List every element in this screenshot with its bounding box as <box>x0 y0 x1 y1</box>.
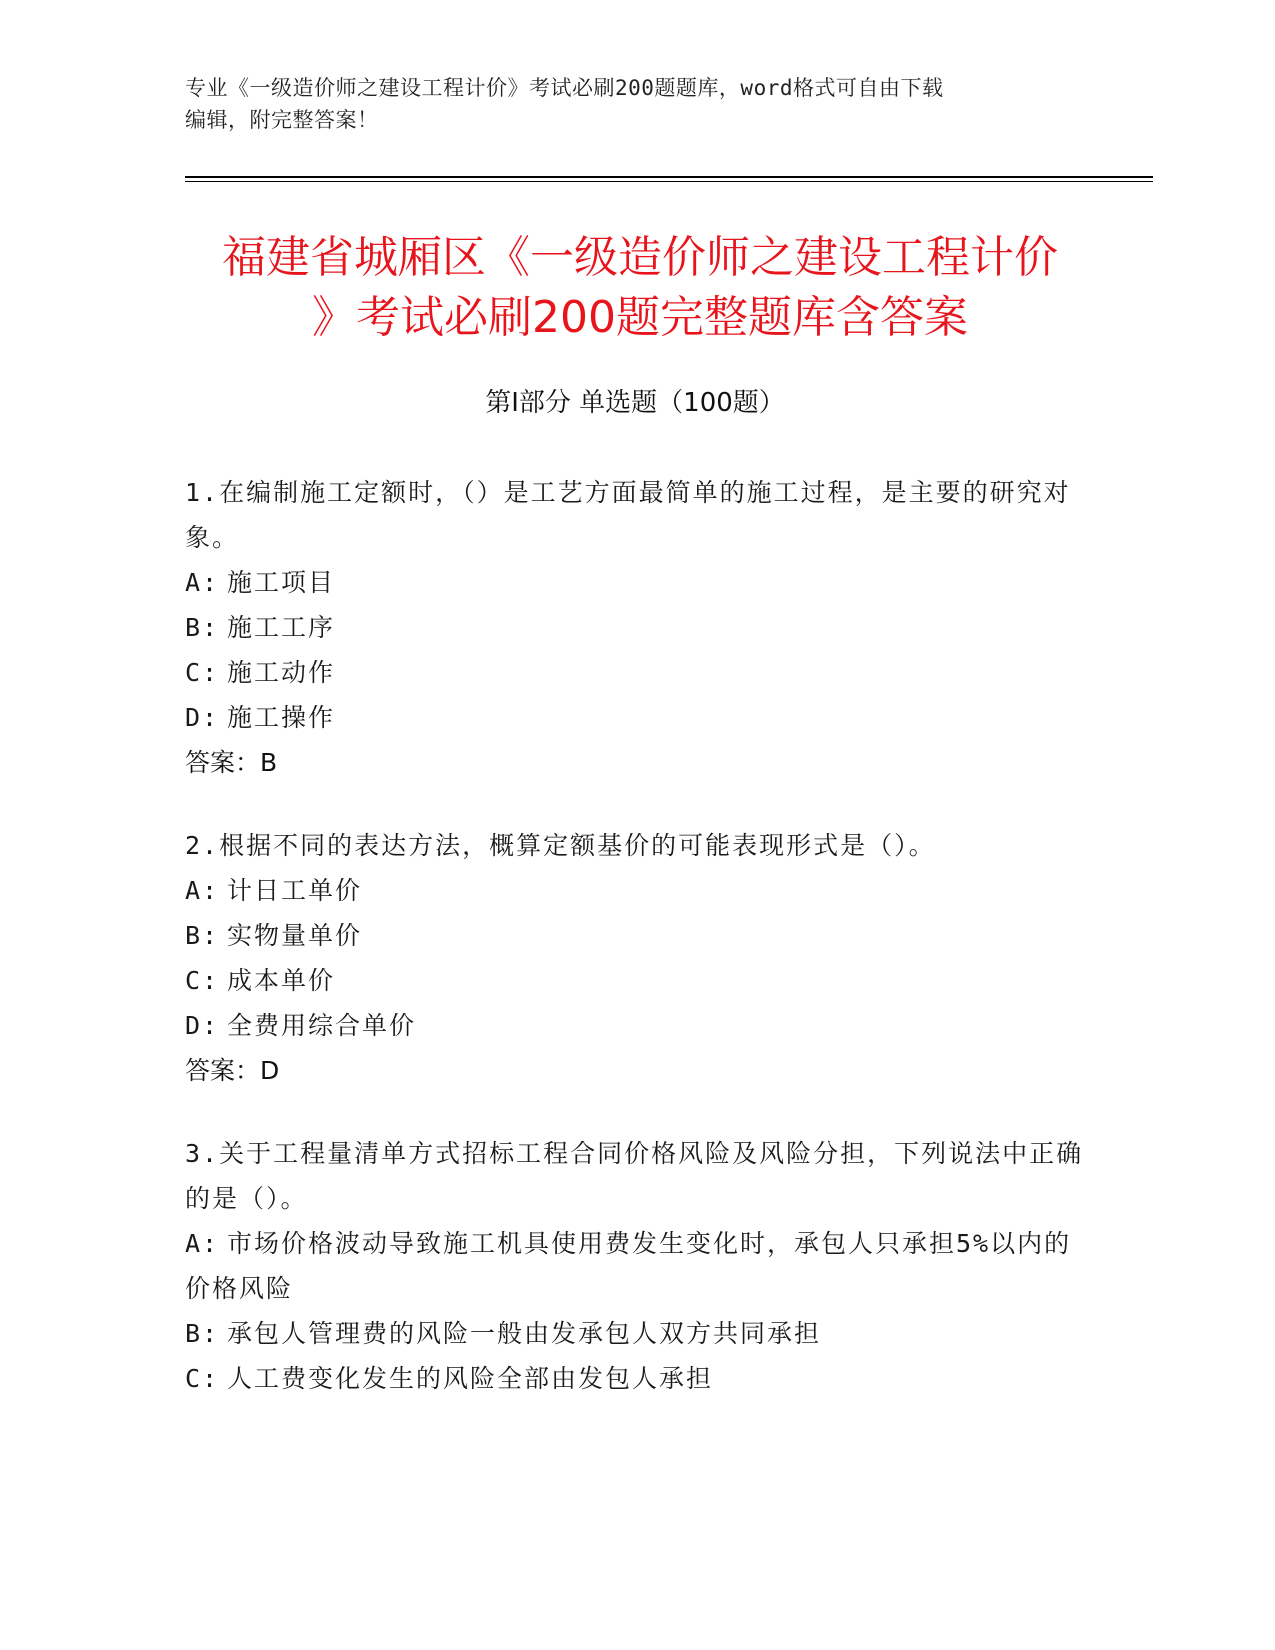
header-rule-thin <box>185 181 1153 182</box>
option-letter: C: <box>185 966 220 995</box>
question-option <box>185 560 1085 605</box>
header-note-line-2: 编辑，附完整答案！ <box>185 108 379 132</box>
question-text: 1.在编制施工定额时，（）是工艺方面最简单的施工过程，是主要的研究对象。 <box>185 478 1071 552</box>
question-item <box>185 1131 1085 1401</box>
option-text: 施工工序 <box>227 613 336 642</box>
option-letter: A: <box>185 1229 220 1258</box>
question-text: 2.根据不同的表达方法，概算定额基价的可能表现形式是（）。 <box>185 831 936 860</box>
question-option <box>185 1311 1085 1356</box>
option-text: 全费用综合单价 <box>227 1011 417 1040</box>
option-letter: B: <box>185 921 220 950</box>
document-title-line-2: 》考试必刷200题完整题库含答案 <box>312 292 968 343</box>
option-text: 施工操作 <box>227 703 336 732</box>
question-answer: 答案：D <box>185 1056 280 1085</box>
question-item <box>185 823 1085 1093</box>
option-text: 承包人管理费的风险一般由发承包人双方共同承担 <box>227 1319 822 1348</box>
header-note <box>185 72 1065 136</box>
question-text: 3.关于工程量清单方式招标工程合同价格风险及风险分担，下列说法中正确的是（）。 <box>185 1139 1084 1213</box>
option-letter: C: <box>185 658 220 687</box>
question-option <box>185 958 1085 1003</box>
option-letter: A: <box>185 876 220 905</box>
question-option <box>185 650 1085 695</box>
option-letter: D: <box>185 1011 220 1040</box>
header-rule-thick <box>185 176 1153 178</box>
question-option <box>185 605 1085 650</box>
option-letter: C: <box>185 1364 220 1393</box>
option-letter: B: <box>185 1319 220 1348</box>
question-option <box>185 868 1085 913</box>
header-note-line-1: 专业《一级造价师之建设工程计价》考试必刷200题题库，word格式可自由下载 <box>185 76 944 100</box>
document-title <box>190 228 1090 348</box>
option-text: 实物量单价 <box>227 921 363 950</box>
question-list <box>185 470 1085 1439</box>
option-text: 市场价格波动导致施工机具使用费发生变化时，承包人只承担5%以内的价格风险 <box>185 1229 1072 1303</box>
question-option <box>185 1221 1085 1311</box>
question-item <box>185 470 1085 785</box>
option-text: 计日工单价 <box>227 876 363 905</box>
option-text: 施工项目 <box>227 568 336 597</box>
option-text: 人工费变化发生的风险全部由发包人承担 <box>227 1364 714 1393</box>
question-option <box>185 1356 1085 1401</box>
document-title-line-1: 福建省城厢区《一级造价师之建设工程计价 <box>222 232 1058 283</box>
section-title: 第Ⅰ部分 单选题（100题） <box>485 388 785 418</box>
option-text: 成本单价 <box>227 966 336 995</box>
question-option <box>185 695 1085 740</box>
option-letter: A: <box>185 568 220 597</box>
question-answer: 答案：B <box>185 748 278 777</box>
question-option <box>185 1003 1085 1048</box>
option-letter: B: <box>185 613 220 642</box>
option-letter: D: <box>185 703 220 732</box>
question-option <box>185 913 1085 958</box>
option-text: 施工动作 <box>227 658 336 687</box>
